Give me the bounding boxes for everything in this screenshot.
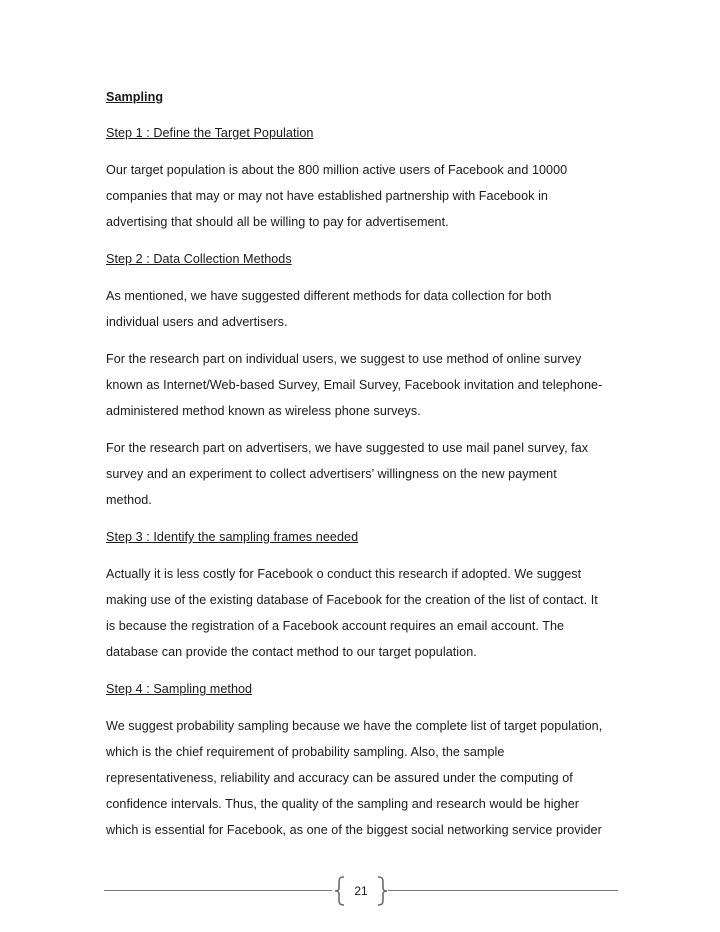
text-line: For the research part on individual users, we suggest to use method of online survey	[106, 352, 582, 366]
paragraph	[106, 157, 626, 235]
page-number: 21	[354, 884, 368, 898]
paragraph	[106, 283, 626, 335]
text-line: Actually it is less costly for Facebook o conduct this research if adopted. We suggest	[106, 567, 582, 581]
text-line: representativeness, reliability and accuracy can be assured under the computing of	[106, 771, 573, 785]
page-footer	[104, 876, 618, 906]
text-line: survey and an experiment to collect advertisers’ willingness on the new payment	[106, 467, 557, 481]
text-line: confidence intervals. Thus, the quality of the sampling and research would be higher	[106, 797, 580, 811]
text-line: As mentioned, we have suggested different methods for data collection for both	[106, 289, 552, 303]
left-brace-icon	[334, 876, 346, 906]
text-line: making use of the existing database of Facebook for the creation of the list of contact. It	[106, 593, 598, 607]
step-heading: Step 1 : Define the Target Population	[106, 126, 314, 140]
paragraph	[106, 713, 626, 843]
text-line: individual users and advertisers.	[106, 315, 288, 329]
paragraph	[106, 435, 626, 513]
text-line: administered method known as wireless phone surveys.	[106, 404, 421, 418]
footer-rule-right	[388, 890, 618, 891]
paragraph	[106, 346, 626, 424]
paragraph	[106, 561, 626, 665]
text-line: We suggest probability sampling because we have the complete list of target population,	[106, 719, 603, 733]
text-line: database can provide the contact method to our target population.	[106, 645, 477, 659]
text-line: For the research part on advertisers, we have suggested to use mail panel survey, fax	[106, 441, 589, 455]
section-title: Sampling	[106, 90, 164, 104]
step-heading: Step 2 : Data Collection Methods	[106, 252, 292, 266]
footer-rule-left	[104, 890, 332, 891]
step-heading: Step 4 : Sampling method	[106, 682, 253, 696]
step-heading: Step 3 : Identify the sampling frames needed	[106, 530, 359, 544]
right-brace-icon	[376, 876, 388, 906]
text-line: companies that may or may not have established partnership with Facebook in	[106, 189, 548, 203]
text-line: is because the registration of a Facebook account requires an email account. The	[106, 619, 565, 633]
text-line: which is essential for Facebook, as one of the biggest social networking service provider	[106, 823, 602, 837]
text-line: known as Internet/Web-based Survey, Email Survey, Facebook invitation and telephone-	[106, 378, 603, 392]
text-line: Our target population is about the 800 million active users of Facebook and 10000	[106, 163, 568, 177]
text-line: method.	[106, 493, 152, 507]
text-line: advertising that should all be willing to pay for advertisement.	[106, 215, 449, 229]
text-line: which is the chief requirement of probability sampling. Also, the sample	[106, 745, 505, 759]
page-body	[106, 84, 626, 854]
